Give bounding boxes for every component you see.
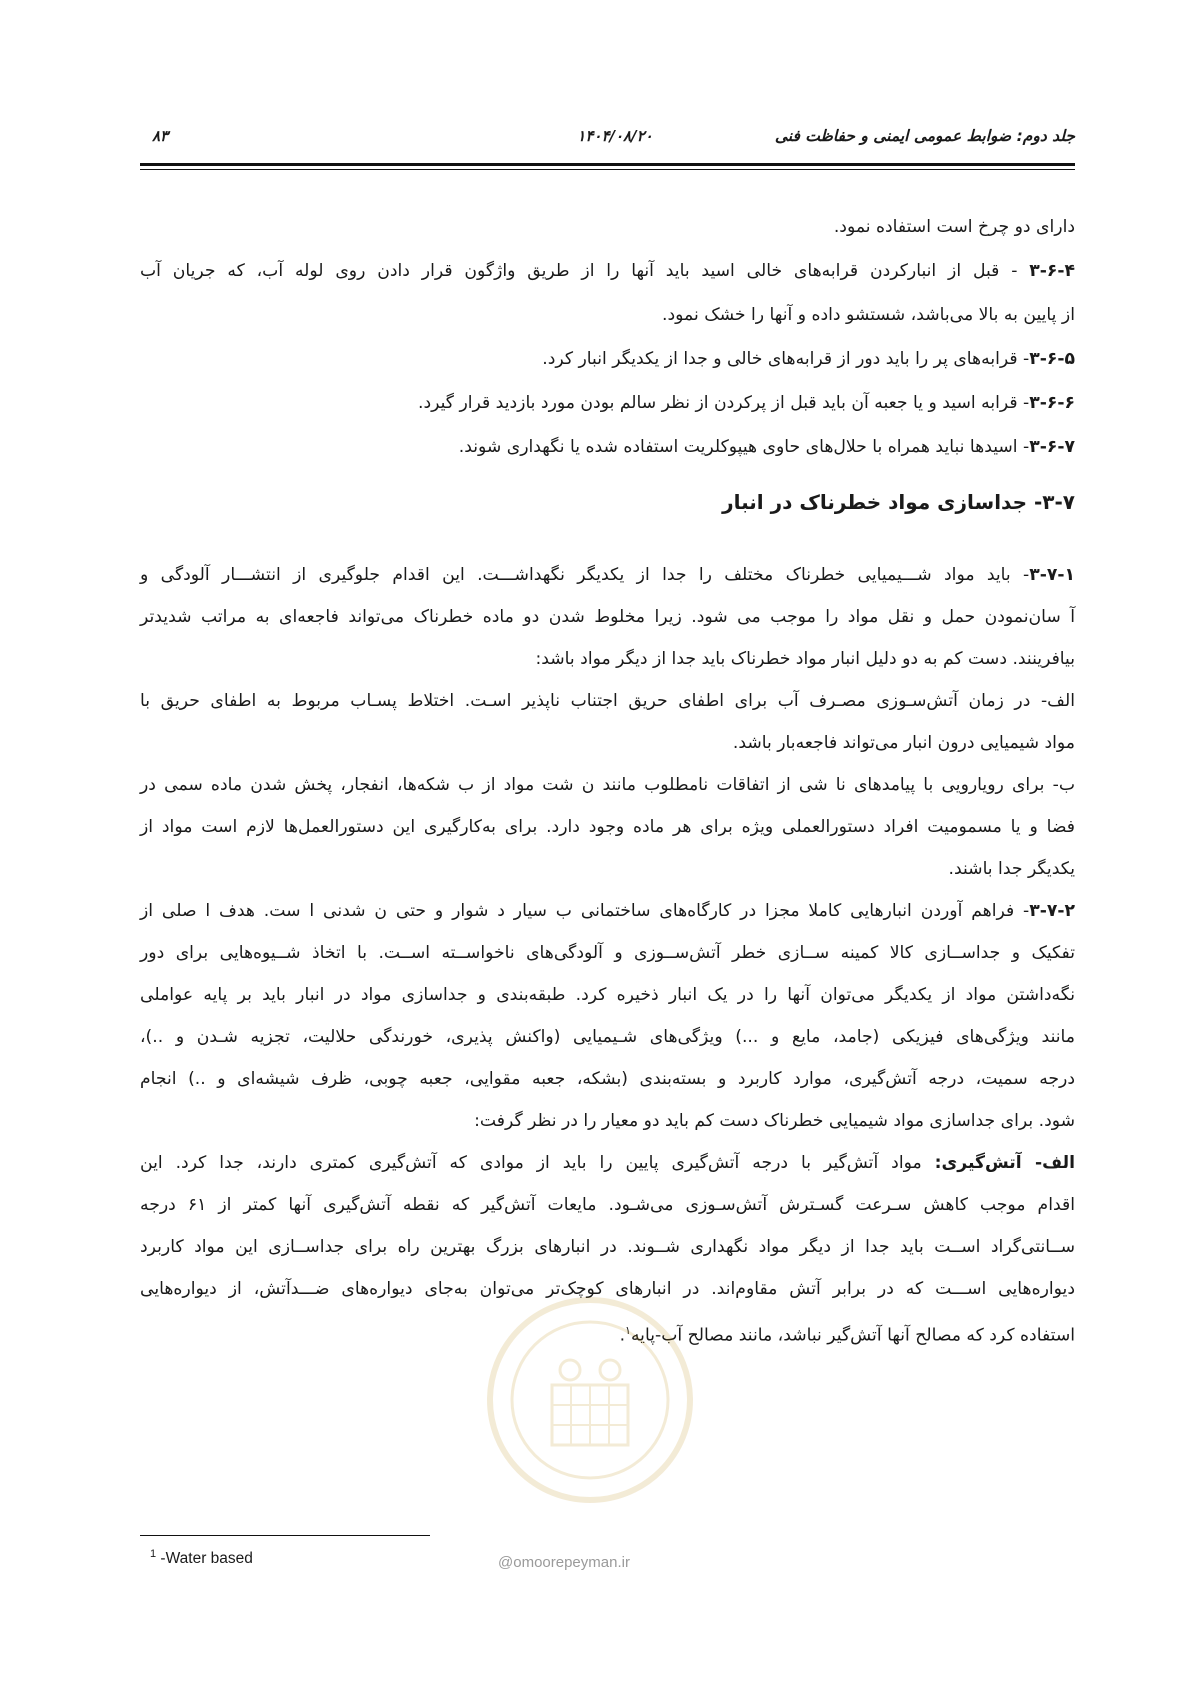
header-rule-thick xyxy=(140,163,1075,166)
page-header xyxy=(140,127,1075,153)
text-line: ســانتی‌گراد اســت باید جدا از دیگر مواد نگهداری شــوند. در انبارهای بزرگ بهترین راه برای جداســازی این مواد کاربرد xyxy=(140,1237,1075,1257)
text-line: ۳-۷-۲- فراهم آوردن انبارهایی کاملا مجزا در کارگاه‌های ساختمانی ب سیار د شوار و حتی ن شدنی ا ست. هدف ا صلی از xyxy=(140,901,1075,921)
text-line: بیافرینند. دست کم به دو دلیل انبار مواد خطرناک باید جدا از دیگر مواد باشد: xyxy=(535,649,1075,669)
text-line: آ سان‌نمودن حمل و نقل مواد را موجب می شود. زیرا مخلوط شدن دو ماده خطرناک می‌تواند فاجعه‌ای به مراتب شدیدتر xyxy=(140,607,1075,627)
text-line: استفاده کرد که مصالح آنها آتش‌گیر نباشد، مانند مصالح آب-پایه$^۱$. xyxy=(619,1324,1075,1346)
text-line: ۳-۶-۵- قرابه‌های پر را باید دور از قرابه‌های خالی و جدا از یکدیگر انبار کرد. xyxy=(542,349,1075,369)
text-line: الف- در زمان آتش‌سـوزی مصـرف آب برای اطفای حریق اجتناب ناپذیر اسـت. اختلاط پسـاب مربوط به اطفای حریق با xyxy=(140,691,1075,711)
text-line: ب- برای رویارویی با پیامدهای نا شی از اتفاقات نامطلوب مانند ن شت مواد از ب شکه‌ها، انفجار، پخش شدن ماده سمی در xyxy=(140,775,1075,795)
running-title: جلد دوم: ضوابط عمومی ایمنی و حفاظت فنی xyxy=(774,127,1075,145)
page-number: ۸۳ xyxy=(152,127,169,145)
text-line: مواد شیمیایی درون انبار می‌تواند فاجعه‌بار باشد. xyxy=(732,733,1075,753)
text-line: ۳-۷-۱- باید مواد شـــیمیایی خطرناک مختلف را جدا از یکدیگر نگهداشـــت. این اقدام جلوگیری از انتشـــار آلودگی و xyxy=(140,565,1075,585)
footnote-marker: ۱ xyxy=(625,1324,631,1337)
watermark-site: @omoorepeyman.ir xyxy=(498,1554,630,1571)
text-line: شود. برای جداسازی مواد شیمیایی خطرناک دست کم باید دو معیار را در نظر گرفت: xyxy=(474,1111,1075,1131)
footnote-rule xyxy=(140,1535,430,1536)
text-line: از پایین به بالا می‌باشد، شستشو داده و آنها را خشک نمود. xyxy=(662,305,1075,325)
header-rule-thin xyxy=(140,169,1075,170)
text-line: مانند ویژگی‌های فیزیکی (جامد، مایع و ...) ویژگی‌های شـیمیایی (واکنش پذیری، خورندگی حلالیت، تجزیه شـدن و ..)، xyxy=(140,1027,1075,1047)
footnote-number: 1 xyxy=(150,1548,157,1560)
footnote-text: -Water based xyxy=(156,1550,253,1568)
text-line: درجه سمیت، درجه آتش‌گیری، موارد کاربرد و بسته‌بندی (بشکه، جعبه مقوایی، جعبه چوبی، ظرف شیشه‌ای و ..) انجام xyxy=(140,1069,1075,1089)
watermark-seal-icon xyxy=(470,1290,710,1510)
text-line: اقدام موجب کاهش سـرعت گسـترش آتش‌سـوزی می‌شـود. مایعات آتش‌گیر که نقطه آتش‌گیری آنها کمتر از ۶۱ درجه xyxy=(140,1195,1075,1215)
text-line: تفکیک و جداســازی کالا کمینه ســازی خطر آتش‌ســوزی و آلودگی‌های ناخواســته اســت. با اتخاذ شــیوه‌هایی برای دور xyxy=(140,943,1075,963)
footnote xyxy=(150,1548,253,1568)
text-line: یکدیگر جدا باشند. xyxy=(948,859,1075,879)
text-line: دیواره‌هایی اســـت که در برابر آتش مقاوم‌اند. در انبارهای کوچک‌تر می‌توان به‌جای دیواره‌های ضـــدآتش، از دیواره‌هایی xyxy=(140,1279,1075,1299)
header-date: ۱۴۰۴/۰۸/۲۰ xyxy=(577,127,653,145)
text-line: ۳-۶-۷- اسیدها نباید همراه با حلال‌های حاوی هیپوکلریت استفاده شده یا نگهداری شوند. xyxy=(458,437,1075,457)
section-heading: ۳-۷- جداسازی مواد خطرناک در انبار xyxy=(722,490,1075,514)
text-line: نگه‌داشتن مواد از یکدیگر می‌توان آنها را در یک انبار ذخیره کرد. طبقه‌بندی و جداسازی مواد در انبار باید بر پایه عواملی xyxy=(140,985,1075,1005)
text-line: الف- آتش‌گیری: مواد آتش‌گیر با درجه آتش‌گیری پایین را باید از موادی که آتش‌گیری کمتری دارند، جدا کرد. این xyxy=(140,1153,1075,1173)
text-line: دارای دو چرخ است استفاده نمود. xyxy=(833,217,1075,237)
text-line: ۳-۶-۴ - قبل از انبارکردن قرابه‌های خالی اسید باید آنها را از طریق واژگون قرار دادن روی لوله آب، که جریان آب xyxy=(140,261,1075,281)
text-line: فضا و یا مسمومیت افراد دستورالعملی ویژه برای هر ماده وجود دارد. برای به‌کارگیری این دستورالعمل‌ها لازم است مواد از xyxy=(140,817,1075,837)
text-line: ۳-۶-۶- قرابه اسید و یا جعبه آن باید قبل از پرکردن از نظر سالم بودن مورد بازدید قرار گیرد. xyxy=(418,393,1075,413)
